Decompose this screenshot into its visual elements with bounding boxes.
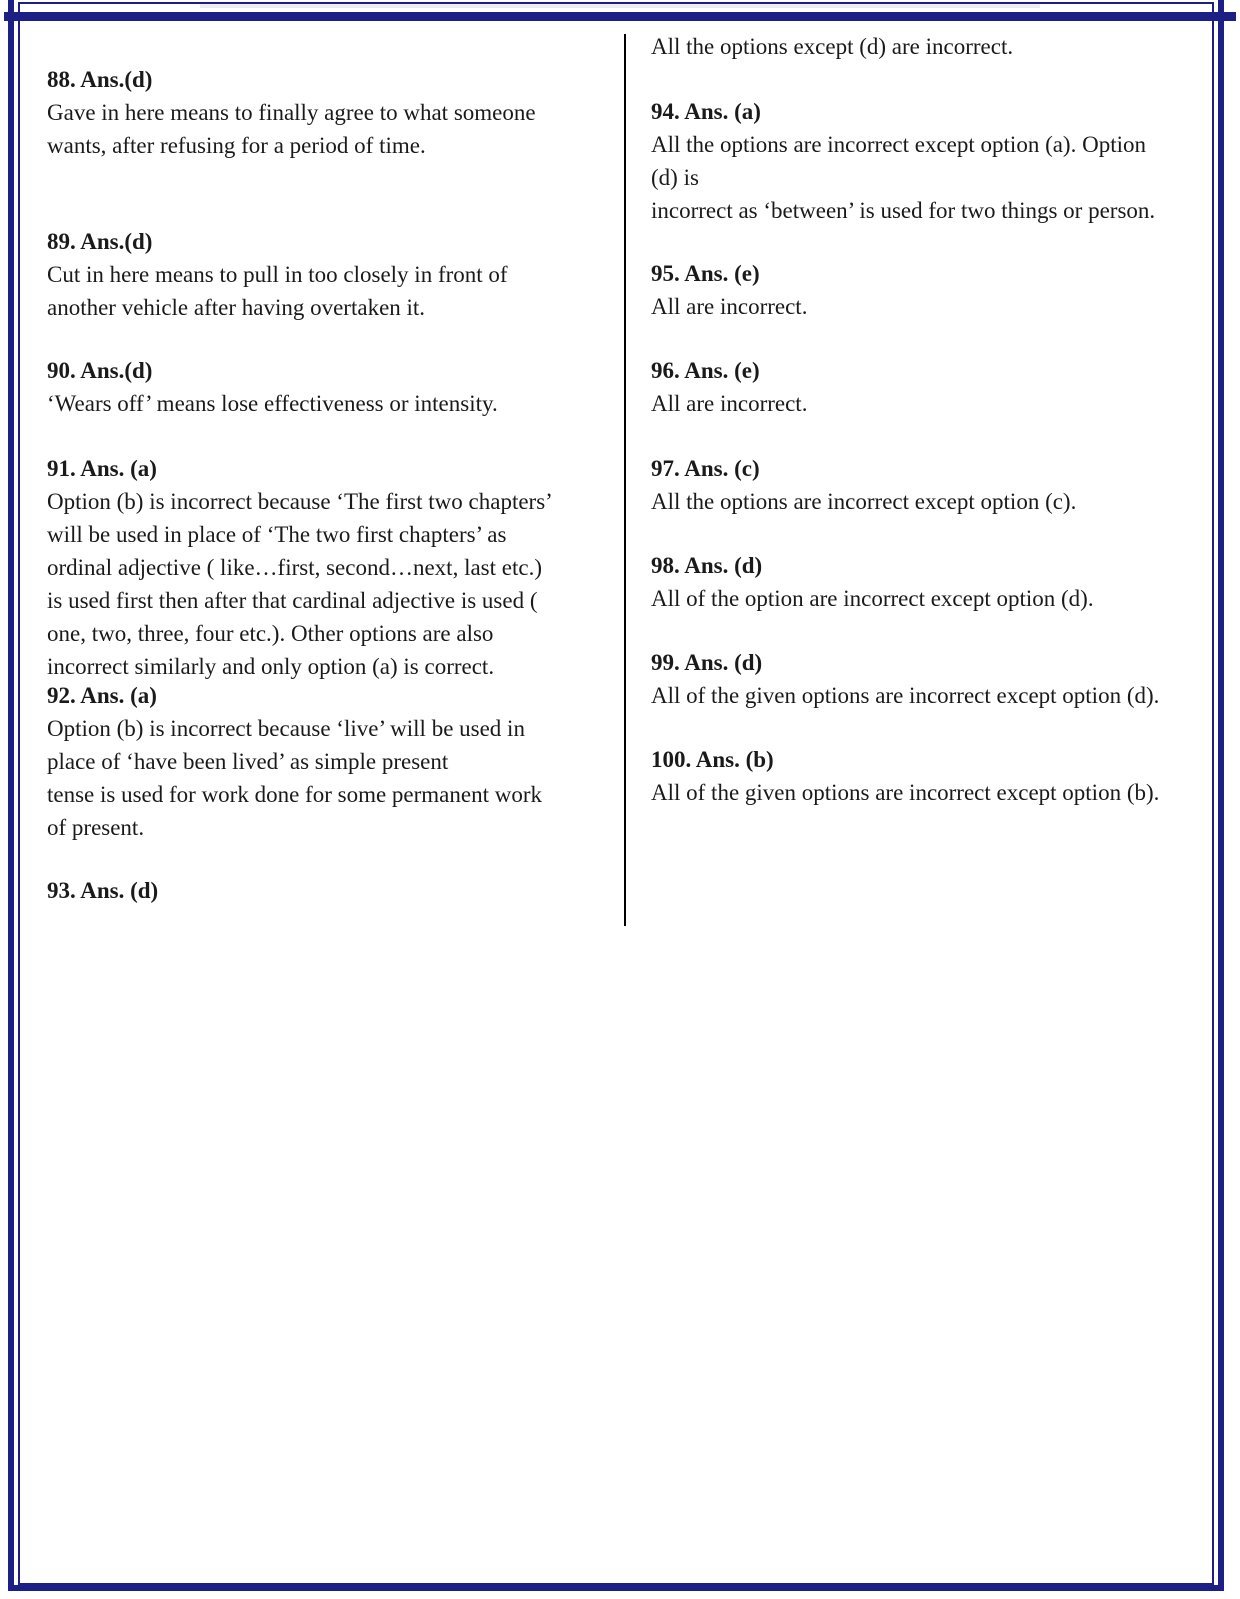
answer-96 [651,354,1211,420]
answer-heading: 90. Ans.(d) [47,358,153,383]
answer-97 [651,452,1211,518]
answer-heading: 89. Ans.(d) [47,229,153,254]
answer-heading: 88. Ans.(d) [47,67,153,92]
answer-93 [47,874,607,907]
answer-text-line: (d) is [651,165,699,190]
answer-heading: 100. Ans. (b) [651,747,774,772]
answer-95 [651,257,1211,323]
answer-text-line: All the options are incorrect except option (c). [651,489,1077,514]
answer-text-line: of present. [47,815,145,840]
answer-heading: 96. Ans. (e) [651,358,760,383]
answer-text-line: All of the given options are incorrect except option (d). [651,683,1160,708]
answer-text-line: All are incorrect. [651,294,808,319]
answer-text-line: Gave in here means to finally agree to what someone [47,100,536,125]
answer-heading: 99. Ans. (d) [651,650,763,675]
answer-90 [47,354,607,420]
answer-89 [47,225,607,324]
answer-text-line: ordinal adjective ( like…first, second…next, last etc.) [47,555,542,580]
answer-text-line: incorrect similarly and only option (a) is correct. [47,654,495,679]
answer-text-line: tense is used for work done for some permanent work [47,782,543,807]
answer-heading: 98. Ans. (d) [651,553,763,578]
answer-text-line: All are incorrect. [651,391,808,416]
answer-text-line: another vehicle after having overtaken it. [47,295,426,320]
answer-text-line: is used first then after that cardinal adjective is used ( [47,588,538,613]
answer-text-line: one, two, three, four etc.). Other options are also [47,621,494,646]
answer-text-line: All of the option are incorrect except option (d). [651,586,1094,611]
column-divider [624,34,626,926]
answer-heading: 92. Ans. (a) [47,683,157,708]
answer-text-line: incorrect as ‘between’ is used for two things or person. [651,198,1156,223]
answer-92 [47,679,607,844]
answer-text-line: Cut in here means to pull in too closely in front of [47,262,508,287]
answer-text-line: Option (b) is incorrect because ‘live’ will be used in [47,716,525,741]
answer-91 [47,452,607,683]
answer-94 [651,95,1211,227]
answer-text-line: ‘Wears off’ means lose effectiveness or intensity. [47,391,498,416]
answer-heading: 95. Ans. (e) [651,261,760,286]
answer-text-line: place of ‘have been lived’ as simple present [47,749,449,774]
answer-100 [651,743,1211,809]
answer-text-line: All of the given options are incorrect except option (b). [651,780,1160,805]
answer-heading: 97. Ans. (c) [651,456,760,481]
answer-heading: 93. Ans. (d) [47,878,159,903]
answer-93-continued [651,30,1211,63]
answer-text-line: will be used in place of ‘The two first chapters’ as [47,522,507,547]
answer-text-line: wants, after refusing for a period of time. [47,133,426,158]
answer-heading: 94. Ans. (a) [651,99,761,124]
answer-88 [47,63,607,162]
answer-text-line: All the options except (d) are incorrect. [651,34,1014,59]
answer-text-line: All the options are incorrect except option (a). Option [651,132,1146,157]
answer-text-line: Option (b) is incorrect because ‘The first two chapters’ [47,489,553,514]
answer-heading: 91. Ans. (a) [47,456,157,481]
answer-98 [651,549,1211,615]
answer-99 [651,646,1211,712]
